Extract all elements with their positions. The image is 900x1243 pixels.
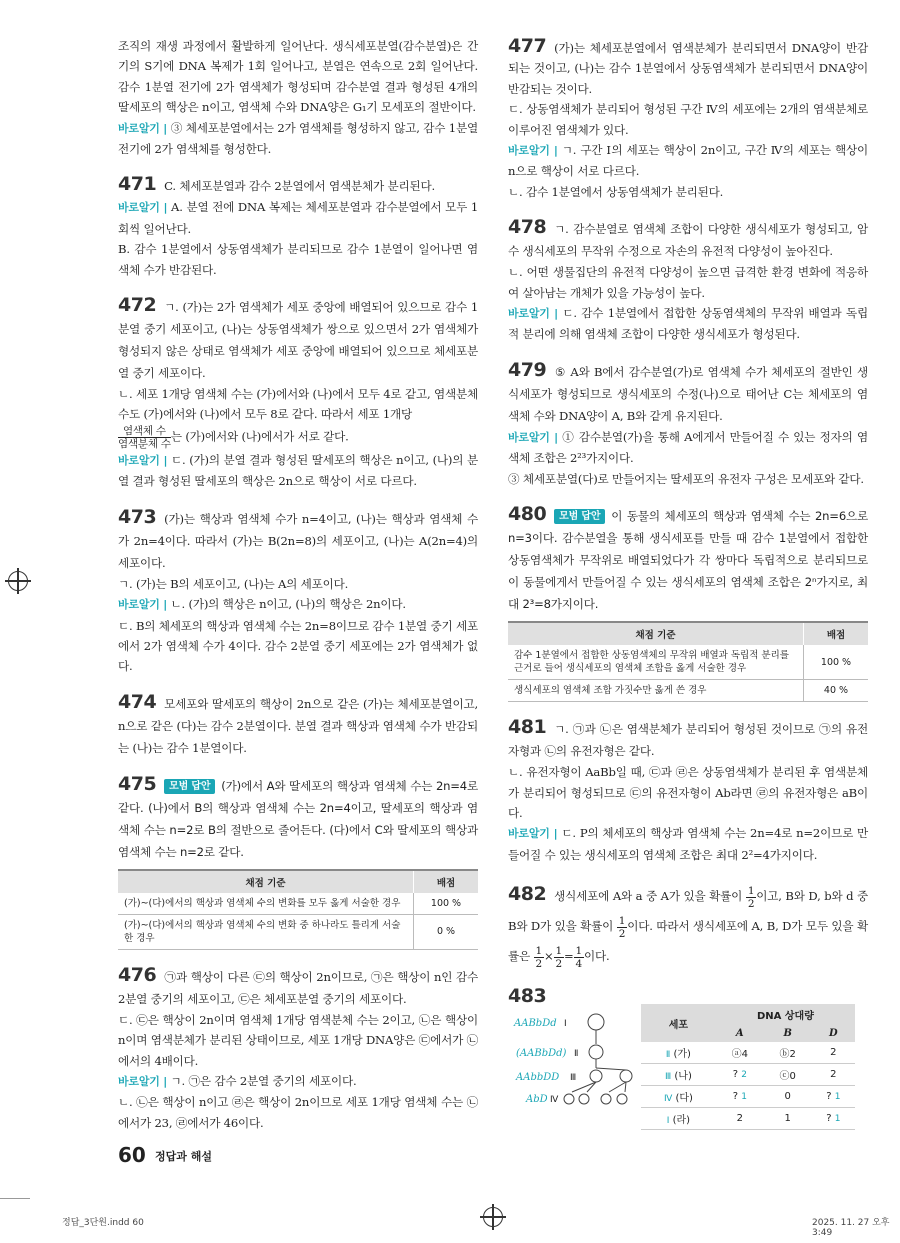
correction-tag: 바로알기 [118,453,160,467]
registration-mark-icon [483,1207,503,1227]
fraction: $\frac{1}{2}$ [535,944,542,970]
fraction: $\frac{1}{2}$ [618,914,626,940]
model-answer-badge: 모범 답안 [164,779,215,794]
scoring-table: 채점 기준 배점 감수 1분열에서 접합한 상동염색체의 무작위 배열과 독립적 분리를 근거로 들어 생식세포의 염색체 조합을 옳게 서술한 경우 100 % 생식세포의 염색체 조합 가짓수만 옳게 쓴 경우 40 % [508,621,868,702]
answer-text: ㄴ. 세포 1개당 염색체 수는 (가)에서와 (나)에서 모두 4로 같고, 염색분체 수도 (가)에서와 (나)에서 모두 8로 같다. 따라서 세포 1개당 [118,387,478,422]
answer-text: ㄱ. (가)는 2가 염색체가 세포 중앙에 배열되어 있으므로 감수 1분열 중기 세포이고, (나)는 상동염색체가 쌍으로 있으면서 2가 염색체가 형성되지 않은 상태로 염색체가 세포 중앙에 배열되어 있으므로 체세포분열 중기 세포이다. [118,300,478,381]
correction-text: ㄴ. (가)의 핵상은 n이고, (나)의 핵상은 2n이다. [170,597,406,612]
correction-text: ㄴ. 감수 1분열에서 상동염색체가 분리된다. [508,184,724,199]
dna-table: 세포 DNA 상대량 A B D Ⅱ (가) ⓐ4 ⓑ2 2 Ⅲ (나) ? 2 ⓒ0 2 Ⅳ (다) ? 1 0 ? 1 Ⅰ (라) 2 1 ? 1 [641,1004,855,1130]
fraction: $\frac{\text{염색체 수}}{\text{염색분체 수}}$ [118,424,171,450]
answer-478: 478 ㄱ. 감수분열로 염색체 조합이 다양한 생식세포가 형성되고, 암수 생식세포의 무작위 수정으로 자손의 유전적 다양성이 높아진다. ㄴ. 어떤 생물집단의 유전적 다양성이 높으면 급격한 환경 변화에 적응하여 살아남는 개체가 있을 가능성이 높다. 바로알기 | ㄷ. 감수 1분열에서 접합한 상동염색체의 무작위 배열과 독립적 분리에 의해 염색체 조합이 다양한 생식세포가 형성된다. [508,216,868,342]
right-column [508,36,868,1009]
correction-text: ③ 체세포분열(다)로 만들어지는 딸세포의 유전자 구성은 모세포와 같다. [508,471,864,486]
question-number: 475 [118,772,157,795]
diagram-label-1: AABbDd [514,1018,557,1029]
print-date: 2025. 11. 27 오후 3:49 [812,1218,890,1238]
fraction: $\frac{1}{4}$ [575,944,582,970]
question-number: 478 [508,216,547,239]
answer-text: ㄴ. 유전자형이 AaBb일 때, ㉢과 ㉣은 상동염색체가 분리된 후 염색분체가 분리되어 형성되므로 ㉢의 유전자형이 Ab라면 ㉣의 유전자형은 aB이다. [508,765,868,820]
question-number: 481 [508,716,547,739]
correction-tag: 바로알기 [118,1074,160,1088]
intro-text: 조직의 재생 과정에서 활발하게 일어난다. 생식세포분열(감수분열)은 간기의 S기에 DNA 복제가 1회 일어나고, 분열은 연속으로 2회 일어난다. 감수 1분열 전기에 2가 염색체가 형성되며 감수분열 결과 형성된 4개의 딸세포의 핵상은 n이고, 염색체 수와 DNA양은 G₁기 모세포의 절반이다. [118,39,478,115]
answer-472: 472 ㄱ. (가)는 2가 염색체가 세포 중앙에 배열되어 있으므로 감수 1분열 중기 세포이고, (나)는 상동염색체가 쌍으로 있으면서 2가 염색체가 형성되지 않은 상태로 염색체가 세포 중앙에 배열되어 있으므로 체세포분열 중기 세포이다. ㄴ. 세포 1개당 염색체 수는 (가)에서와 (나)에서 모두 4로 같고, 염색분체 수도 (가)에서와 (나)에서 모두 8로 같다. 따라서 세포 1개당 $\frac{\text{염색체 수}}{\text{염색분체 수}}$ 는 (가)에서와 (나)에서가 서로 같다. 바로알기 | ㄷ. (가)의 분열 결과 형성된 딸세포의 핵상은 n이고, (나)의 분열 결과 형성된 딸세포의 핵상은 2n으로 핵상이 서로 다르다. [118,294,478,489]
question-number: 477 [508,35,547,57]
answer-text: ㄷ. 상동염색체가 분리되어 형성된 구간 Ⅳ의 세포에는 2개의 염색분체로 이루어진 염색체가 있다. [508,102,868,137]
cell-circle [590,1070,602,1082]
diagram-label-4: AbD [526,1094,548,1105]
question-number: 471 [118,173,157,196]
answer-text: (가)는 핵상과 염색체 수가 n=4이고, (나)는 핵상과 염색체 수가 2n=4이다. 따라서 (가)는 B(2n=8)의 세포이고, (나)는 A(2n=4)의 세포이다. [118,511,478,570]
answer-text: ㄱ. ㉠과 ㉡은 염색분체가 분리되어 형성된 것이므로 ㉠의 유전자형과 ㉡의 유전자형은 같다. [508,722,868,759]
correction-tag: 바로알기 [118,121,160,135]
correction-text: ㄷ. (가)의 분열 결과 형성된 딸세포의 핵상은 n이고, (나)의 분열 결과 형성된 딸세포의 핵상은 2n으로 핵상이 서로 다르다. [118,452,478,489]
correction-text: ㄷ. 감수 1분열에서 접합한 상동염색체의 무작위 배열과 독립적 분리에 의해 염색체 조합이 다양한 생식세포가 형성된다. [508,306,868,342]
question-number: 482 [508,883,547,906]
correction-text: B. 감수 1분열에서 상동염색체가 분리되므로 감수 1분열이 일어나면 염색체 수가 반감된다. [118,242,478,277]
table-row: 생식세포의 염색체 조합 가짓수만 옳게 쓴 경우 40 % [508,680,868,702]
answer-text: 모세포와 딸세포의 핵상이 2n으로 같은 (가)는 체세포분열이고, n으로 같은 (다)는 감수 2분열이다. 분열 결과 핵상과 염색체 수가 반감되는 (나)는 감수 1분열이다. [118,696,478,755]
cell-circle [579,1094,589,1104]
correction-tag: 바로알기 [118,201,160,215]
cell-circle [601,1094,611,1104]
correction-tag: 바로알기 [118,598,160,612]
cell-circle [564,1094,574,1104]
answer-477: 477 (가)는 체세포분열에서 염색분체가 분리되면서 DNA양이 반감되는 것이고, (나)는 감수 1분열에서 상동염색체가 분리되면서 DNA양이 반감되는 것이다. ㄷ. 상동염색체가 분리되어 형성된 구간 Ⅳ의 세포에는 2개의 염색분체로 이루어진 염색체가 있다. 바로알기 | ㄱ. 구간 Ⅰ의 세포는 핵상이 2n이고, 구간 Ⅳ의 세포는 핵상이 n으로 핵상이 서로 다르다. ㄴ. 감수 1분열에서 상동염색체가 분리된다. [508,36,868,202]
question-number: 476 [118,963,157,986]
question-number: 474 [118,690,157,713]
answer-475 [118,773,478,950]
answer-482: 482 생식세포에 A와 a 중 A가 있을 확률이 $\frac{1}{2}$ 이고, B와 D, b와 d 중 B와 D가 있을 확률이 $\frac{1}{2}$ 이다. 따라서 생식세포에 A, B, D가 모두 있을 확률은 $\frac{1}{2}$ × $\frac{1}{2}$ = $\frac{1}{4}$ 이다. [508,883,868,970]
answer-text: ㄱ. (가)는 B의 세포이고, (나)는 A의 세포이다. [118,576,349,591]
table-row: 감수 1분열에서 접합한 상동염색체의 무작위 배열과 독립적 분리를 근거로 들어 생식세포의 염색체 조합을 옳게 서술한 경우 100 % [508,645,868,680]
answer-480 [508,503,868,702]
cell-circle [588,1014,604,1030]
correction-text: ㄴ. ㉡은 핵상이 n이고 ㉣은 핵상이 2n이므로 세포 1개당 염색체 수는 ㉡에서가 23, ㉣에서가 46이다. [118,1095,478,1130]
registration-mark-icon [8,571,28,591]
svg-text:Ⅱ: Ⅱ [574,1049,579,1059]
page-number: 60 [118,1143,146,1167]
answer-text: C. 체세포분열과 감수 2분열에서 염색분체가 분리된다. [164,179,435,194]
svg-text:Ⅲ: Ⅲ [570,1073,577,1083]
answer-text: ㄴ. 어떤 생물집단의 유전적 다양성이 높으면 급격한 환경 변화에 적응하여 살아남는 개체가 있을 가능성이 높다. [508,265,868,300]
answer-476: 476 ㉠과 핵상이 다른 ㉢의 핵상이 2n이므로, ㉠은 핵상이 n인 감수 2분열 중기의 세포이고, ㉢은 체세포분열 중기의 세포이다. ㄷ. ㉢은 핵상이 2n이며 염색체 1개당 염색분체 수는 2이고, ㉡은 핵상이 n이며 염색분체가 분리된 상태이므로, 세포 1개당 DNA양은 ㉢에서가 ㉡에서의 4배이다. 바로알기 | ㄱ. ㉠은 감수 2분열 중기의 세포이다. ㄴ. ㉡은 핵상이 n이고 ㉣은 핵상이 2n이므로 세포 1개당 염색체 수는 ㉡에서가 23, ㉣에서가 46이다. [118,964,478,1133]
question-number: 472 [118,294,157,317]
scoring-table: 채점 기준 배점 (가)~(다)에서의 핵상과 염색체 수의 변화를 모두 옳게 서술한 경우 100 % (가)~(다)에서의 핵상과 염색체 수의 변화 중 하나라도 틀리게 서술한 경우 0 % [118,869,478,950]
fraction: $\frac{1}{2}$ [747,884,755,910]
crop-mark [0,1198,30,1199]
answer-474 [118,691,478,759]
diagram-label-3: AAbbDD [516,1072,560,1083]
question-number: 473 [118,505,157,528]
cell-circle [589,1045,603,1059]
correction-tag: 바로알기 [508,307,550,321]
fraction: $\frac{1}{2}$ [555,944,562,970]
correction-text: ㄱ. 구간 Ⅰ의 세포는 핵상이 2n이고, 구간 Ⅳ의 세포는 핵상이 n으로 핵상이 서로 다르다. [508,143,868,179]
answer-text: ㄱ. 감수분열로 염색체 조합이 다양한 생식세포가 형성되고, 암수 생식세포의 무작위 수정으로 자손의 유전적 다양성이 높아진다. [508,222,868,259]
left-column: 조직의 재생 과정에서 활발하게 일어난다. 생식세포분열(감수분열)은 간기의 S기에 DNA 복제가 1회 일어나고, 분열은 연속으로 2회 일어난다. 감수 1분열 전기에 2가 염색체가 형성되며 감수분열 결과 형성된 4개의 딸세포의 핵상은 n이고, 염색체 수와 DNA양은 G₁기 모세포의 절반이다. 바로알기 | ③ 체세포분열에서는 2가 염색체를 형성하지 않고, 감수 1분열 전기에 2가 염색체를 형성한다. 471 C. 체세포분열과 감수 2분열에서 염색분체가 분리된다. 바로알기 | A. 분열 전에 DNA 복제는 체세포분열과 감수분열에서 모두 1회씩 일어난다. B. 감수 1분열에서 상동염색체가 분리되므로 감수 1분열이 일어나면 염색체 수가 반감된다. 472 ㄱ. (가)는 2가 염색체가 세포 중앙에 배열되어 있으므로 감수 1분열 중기 세포이고, (나)는 상동염색체가 쌍으로 있으면서 2가 염색체가 형성되지 않은 상태로 염색체가 세포 중앙에 배열되어 있으므로 체세포분열 중기 세포이다. ㄴ. 세포 1개당 염색체 수는 (가)에서와 (나)에서 모두 4로 같고, 염색분체 수도 (가)에서와 (나)에서 모두 8로 같다. 따라서 세포 1개당 $\frac{\text{염색체 수}}{\text{염색분체 수}}$ 는 (가)에서와 (나)에서가 서로 같다. 바로알기 | ㄷ. (가)의 분열 결과 형성된 딸세포의 핵상은 n이고, (나)의 분열 결과 형성된 딸세포의 핵상은 2n으로 핵상이 서로 다르다. 473 (가)는 핵상과 염색체 수가 n=4이고, (나)는 핵상과 염색체 수가 2n=4이다. 따라서 (가)는 B(2n=8)의 세포이고, (나)는 A(2n=4)의 세포이다. ㄱ. (가)는 B의 세포이고, (나)는 A의 세포이다. 바로알기 | ㄴ. (가)의 핵상은 n이고, (나)의 핵상은 2n이다. ㄷ. B의 체세포의 핵상과 염색체 수는 2n=8이므로 감수 1분열 중기 세포에서 2가 염색체 수가 4이다. 감수 2분열 중기 세포에는 2가 염색체가 없다. 474 모세포와 딸세포의 핵상이 2n으로 같은 (가)는 체세포분열이고, n으로 같은 (다)는 감수 2분열이다. 분열 결과 핵상과 염색체 수가 반감되는 (나)는 감수 1분열이다. 475 모범 답안 (가)에서 A와 딸세포의 핵상과 염색체 수는 2n=4로 같다. (나)에서 B의 핵상과 염색체 수는 2n=4이고, 딸세포의 핵상과 염색체 수는 n=2로 B의 절반으로 줄어든다. (다)에서 C와 딸세포의 핵상과 염색체 수는 n=2로 같다. 채점 기준 배점 (가)~(다)에서의 핵상과 염색체 수의 변화를 모두 옳게 서술한 경우 100 % (가)~(다)에서의 핵상과 염색체 수의 변화 중 하나라도 틀리게 서술한 경우 0 % 476 ㉠과 핵상이 다른 ㉢의 핵상이 2n이므로, ㉠은 핵상이 n인 감수 2분열 중기의 세포이고, ㉢은 체세포분열 중기의 세포이다. ㄷ. ㉢은 핵상이 2n이며 염색체 1개당 염색분체 수는 2이고, ㉡은 핵상이 n이며 염색분체가 분리된 상태이므로, 세포 1개당 DNA양은 ㉢에서가 ㉡에서의 4배이다. 바로알기 | ㄱ. ㉠은 감수 2분열 중기의 세포이다. ㄴ. ㉡은 핵상이 n이고 ㉣은 핵상이 2n이므로 세포 1개당 염색체 수는 ㉡에서가 23, ㉣에서가 46이다. [118,36,478,1133]
correction-tag: 바로알기 [508,827,550,841]
answer-473: 473 (가)는 핵상과 염색체 수가 n=4이고, (나)는 핵상과 염색체 수가 2n=4이다. 따라서 (가)는 B(2n=8)의 세포이고, (나)는 A(2n=4)의 세포이다. ㄱ. (가)는 B의 세포이고, (나)는 A의 세포이다. 바로알기 | ㄴ. (가)의 핵상은 n이고, (나)의 핵상은 2n이다. ㄷ. B의 체세포의 핵상과 염색체 수는 2n=8이므로 감수 1분열 중기 세포에서 2가 염색체 수가 4이다. 감수 2분열 중기 세포에는 2가 염색체가 없다. [118,506,478,677]
table-row: (가)~(다)에서의 핵상과 염색체 수의 변화를 모두 옳게 서술한 경우 100 % [118,893,478,915]
answer-text: 이 동물의 체세포의 핵상과 염색체 수는 2n=6으로 n=3이다. 감수분열을 통해 생식세포를 만들 때 감수 1분열에서 접합한 상동염색체가 무작위로 배열되었다가 각 쌍마다 독립적으로 분리되므로 이 동물에게서 만들어질 수 있는 생식세포의 염색체 조합은 2ⁿ가지로, 최대 2³=8가지이다. [508,509,868,612]
answer-481: 481 ㄱ. ㉠과 ㉡은 염색분체가 분리되어 형성된 것이므로 ㉠의 유전자형과 ㉡의 유전자형은 같다. ㄴ. 유전자형이 AaBb일 때, ㉢과 ㉣은 상동염색체가 분리된 후 염색분체가 분리되어 형성되므로 ㉢의 유전자형이 Ab라면 ㉣의 유전자형은 aB이다. 바로알기 | ㄷ. P의 체세포의 핵상과 염색체 수는 2n=4로 n=2이므로 만들어질 수 있는 생식세포의 염색체 조합은 최대 2²=4가지이다. [508,716,868,862]
table-row: Ⅳ (다) ? 1 0 ? 1 [641,1086,855,1108]
table-row: Ⅲ (나) ? 2 ⓒ0 2 [641,1064,855,1086]
question-number: 480 [508,503,547,526]
diagram-label-2: (AABbDd) [516,1048,567,1059]
correction-text: ㄱ. ㉠은 감수 2분열 중기의 세포이다. [170,1073,357,1088]
answer-text: (가)는 체세포분열에서 염색분체가 분리되면서 DNA양이 반감되는 것이고, (나)는 감수 1분열에서 상동염색체가 분리되면서 DNA양이 반감되는 것이다. [508,41,868,96]
question-number: 483 [508,985,547,1008]
print-filename: 정답_3단원.indd 60 [62,1218,144,1228]
svg-text:Ⅰ: Ⅰ [564,1019,567,1029]
answer-text: (가)에서 A와 딸세포의 핵상과 염색체 수는 2n=4로 같다. (나)에서 B의 핵상과 염색체 수는 2n=4이고, 딸세포의 핵상과 염색체 수는 n=2로 B의 절반으로 줄어든다. (다)에서 C와 딸세포의 핵상과 염색체 수는 n=2로 같다. [118,778,478,859]
answer-text: ㉠과 핵상이 다른 ㉢의 핵상이 2n이므로, ㉠은 핵상이 n인 감수 2분열 중기의 세포이고, ㉢은 체세포분열 중기의 세포이다. [118,969,478,1006]
question-number: 479 [508,358,547,381]
correction-text: ③ 체세포분열에서는 2가 염색체를 형성하지 않고, 감수 1분열 전기에 2가 염색체를 형성한다. [118,120,478,157]
table-row: (가)~(다)에서의 핵상과 염색체 수의 변화 중 하나라도 틀리게 서술한 경우 0 % [118,914,478,949]
answer-471: 471 C. 체세포분열과 감수 2분열에서 염색분체가 분리된다. 바로알기 | A. 분열 전에 DNA 복제는 체세포분열과 감수분열에서 모두 1회씩 일어난다. B. 감수 1분열에서 상동염색체가 분리되므로 감수 1분열이 일어나면 염색체 수가 반감된다. [118,173,478,280]
answer-479: 479 ⑤ A와 B에서 감수분열(가)로 염색체 수가 체세포의 절반인 생식세포가 형성되므로 생식세포의 수정(나)으로 태어난 C는 체세포의 염색체 수와 DNA양이 A, B와 같게 유지된다. 바로알기 | ① 감수분열(가)을 통해 A에게서 만들어질 수 있는 정자의 염색체 조합은 2²³가지이다. ③ 체세포분열(다)로 만들어지는 딸세포의 유전자 구성은 모세포와 같다. [508,359,868,489]
table-row: Ⅱ (가) ⓐ4 ⓑ2 2 [641,1042,855,1064]
correction-tag: 바로알기 [508,144,550,158]
correction-text: ㄷ. B의 체세포의 핵상과 염색체 수는 2n=8이므로 감수 1분열 중기 세포에서 2가 염색체 수가 4이다. 감수 2분열 중기 세포에는 2가 염색체가 없다. [118,618,478,674]
correction-text: ㄷ. P의 체세포의 핵상과 염색체 수는 2n=4로 n=2이므로 만들어질 수 있는 생식세포의 염색체 조합은 최대 2²=4가지이다. [508,826,868,862]
cell-division-diagram [512,1012,637,1112]
cell-circle [617,1094,627,1104]
answer-text: ㄷ. ㉢은 핵상이 2n이며 염색체 1개당 염색분체 수는 2이고, ㉡은 핵상이 n이며 염색분체가 분리된 상태이므로, 세포 1개당 DNA양은 ㉢에서가 ㉡에서의 4배이다. [118,1012,478,1068]
cell-circle [620,1070,632,1082]
svg-text:Ⅳ: Ⅳ [550,1095,559,1105]
model-answer-badge: 모범 답안 [554,509,605,524]
correction-text: ① 감수분열(가)을 통해 A에게서 만들어질 수 있는 정자의 염색체 조합은 2²³가지이다. [508,429,868,466]
footer-label: 정답과 해설 [155,1150,212,1163]
table-row: Ⅰ (라) 2 1 ? 1 [641,1108,855,1130]
answer-text: ⑤ A와 B에서 감수분열(가)로 염색체 수가 체세포의 절반인 생식세포가 형성되므로 생식세포의 수정(나)으로 태어난 C는 체세포의 염색체 수와 DNA양이 A, B와 같게 유지된다. [508,364,868,423]
correction-text: A. 분열 전에 DNA 복제는 체세포분열과 감수분열에서 모두 1회씩 일어난다. [118,200,478,236]
correction-tag: 바로알기 [508,430,550,444]
